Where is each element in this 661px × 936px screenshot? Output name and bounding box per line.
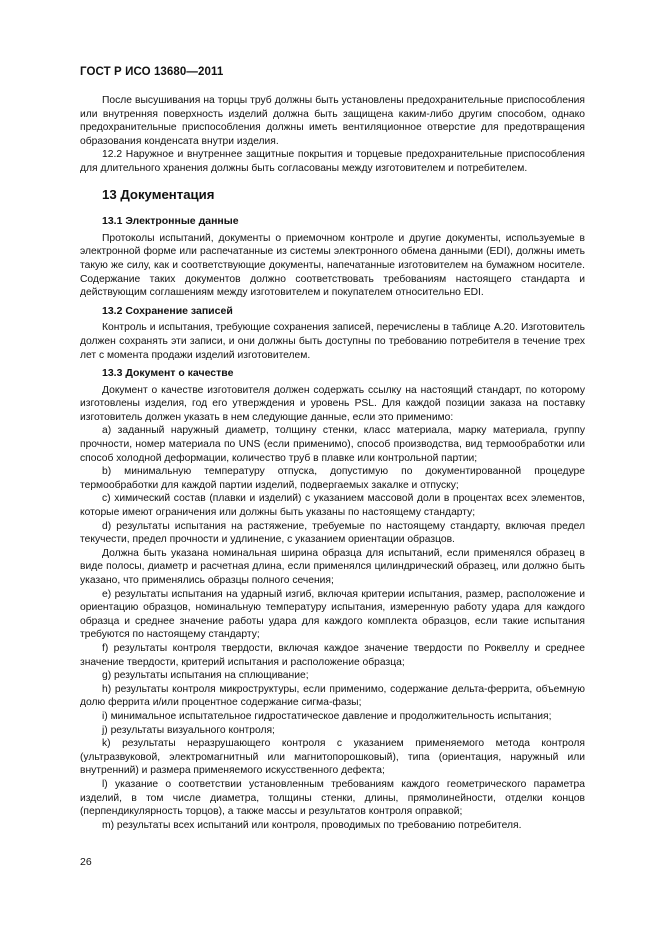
section-13-2-title: 13.2 Сохранение записей xyxy=(102,304,233,317)
list-item-h: h) результаты контроля микроструктуры, если применимо, содержание дельта-феррита, объемную долю феррита и/или процентное содержание сигма-фазы; xyxy=(80,683,585,709)
list-item-e: e) результаты испытания на ударный изгиб, включая критерии испытания, размер, расположение и ориентацию образцов, номинальную температуру испытания, измеренную работу удара для каждого образца и среднее значение работы удара для каждого комплекта образцов, если такие испытания требуются по настоящему стандарту; xyxy=(80,588,585,641)
standard-code-header: ГОСТ Р ИСО 13680—2011 xyxy=(80,66,224,78)
section-13-1-title: 13.1 Электронные данные xyxy=(102,215,239,228)
section-13-3-title: 13.3 Документ о качестве xyxy=(102,367,234,380)
list-item-j: j) результаты визуального контроля; xyxy=(102,724,275,736)
section-13-2-text: Контроль и испытания, требующие сохранения записей, перечислены в таблице А.20. Изготовитель должен сохранять эти записи, и они должны быть доступны по требованию потребителя в течение трех лет с момента продажи изделий изготовителем. xyxy=(80,322,585,361)
list-item-l: l) указание о соответствии установленным требованиям каждого геометрического параметра изделий, в том числе диаметра, толщины стенки, длины, прямолинейности, отделки концов (перпендикулярность торцов), а также массы и результатов контроля оправкой; xyxy=(80,778,585,818)
section-13-1-text: Протоколы испытаний, документы о приемочном контроле и другие документы, используемые в электронной форме или распечатанные из системы электронного обмена данными (EDI), должны иметь такую же силу, как и соответствующие документы, напечатанные изготовителем на бумажном носителе. Содержание таких документов должно соответствовать требованиям настоящего стандарта и действующим соглашениям между изготовителем и покупателем относительно EDI. xyxy=(80,232,585,299)
list-item-k: k) результаты неразрушающего контроля с указанием применяемого метода контроля (ультразвуковой, электромагнитный или магнитопорошковый), типа (ориентация, наружный или внутренний) и размера применяемого искусственного дефекта; xyxy=(80,738,585,777)
section-13-3-intro: Документ о качестве изготовителя должен содержать ссылку на настоящий стандарт, по которому изготовлены изделия, год его утверждения и уровень PSL. Для каждой позиции заказа на поставку изготовитель должен указать в нем следующие данные, если это применимо: xyxy=(80,384,585,423)
page-number: 26 xyxy=(80,856,92,868)
list-item-a: a) заданный наружный диаметр, толщину стенки, класс материала, марку материала, группу прочности, номер материала по UNS (если применимо), способ производства, вид термообработки или способ холодной деформации, количество труб в плавке или контрольной партии; xyxy=(80,425,585,464)
section-13-title: 13 Документация xyxy=(102,186,215,202)
document-body xyxy=(80,94,585,832)
clause-12-2: 12.2 Наружное и внутреннее защитные покрытия и торцевые предохранительные приспособления для длительного хранения должны быть согласованы между изготовителем и потребителем. xyxy=(80,149,585,174)
list-item-c: c) химический состав (плавки и изделий) с указанием массовой доли в процентах всех элементов, которые имеют ограничения или должны быть указаны по настоящему стандарту; xyxy=(80,493,585,519)
list-item-g: g) результаты испытания на сплющивание; xyxy=(102,670,309,682)
list-item-d: d) результаты испытания на растяжение, требуемые по настоящему стандарту, включая предел текучести, предел прочности и удлинение, с указанием ориентации образцов. xyxy=(80,520,585,546)
list-item-b: b) минимальную температуру отпуска, допустимую по документированной процедуре термообработки для каждой партии изделий, подвергаемых закалке и отпуску; xyxy=(80,466,585,491)
list-item-m: m) результаты всех испытаний или контроля, проводимых по требованию потребителя. xyxy=(102,819,522,831)
list-item-i: i) минимальное испытательное гидростатическое давление и продолжительность испытания; xyxy=(102,710,552,722)
specimen-note: Должна быть указана номинальная ширина образца для испытаний, если применялся образец в виде полосы, диаметр и расчетная длина, если применялся цилиндрический образец, или должно быть указано, что применялись образцы полного сечения; xyxy=(80,547,585,586)
list-item-f: f) результаты контроля твердости, включая каждое значение твердости по Роквеллу и среднее значение твердости, критерий испытания и расположение образца; xyxy=(80,642,585,668)
intro-paragraph: После высушивания на торцы труб должны быть установлены предохранительные приспособления или внутренняя поверхность изделий должна быть защищена каким-либо другим способом, однако предохранительные приспособления должны иметь вентиляционное отверстие для предотвращения образования конденсата внутри изделия. xyxy=(80,95,585,147)
